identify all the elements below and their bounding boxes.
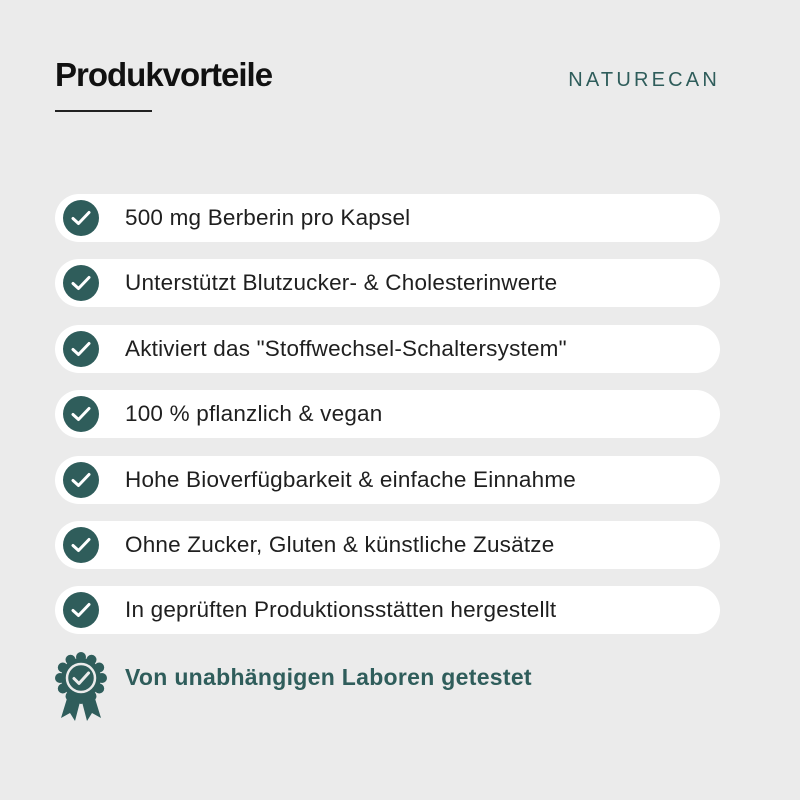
title-underline (55, 110, 152, 112)
benefit-item (55, 194, 720, 242)
benefit-item (55, 456, 720, 504)
benefit-text: 100 % pflanzlich & vegan (125, 401, 383, 427)
award-rosette-icon (55, 652, 107, 722)
benefit-item (55, 325, 720, 373)
lab-tested-text: Von unabhängigen Laboren getestet (125, 664, 532, 690)
page-title: Produkvorteile (55, 56, 273, 93)
check-circle-icon (63, 200, 99, 236)
benefit-text: In geprüften Produktionsstätten hergestellt (125, 597, 557, 623)
check-circle-icon (63, 396, 99, 432)
benefit-list (55, 194, 720, 652)
brand-logo: NATURECAN (568, 69, 720, 91)
benefit-item (55, 390, 720, 438)
check-circle-icon (63, 331, 99, 367)
check-circle-icon (63, 527, 99, 563)
benefit-text: Aktiviert das "Stoffwechsel-Schaltersystem" (125, 335, 567, 361)
benefit-text: 500 mg Berberin pro Kapsel (125, 205, 411, 230)
check-circle-icon (63, 462, 99, 498)
benefit-text: Unterstützt Blutzucker- & Cholesterinwerte (125, 270, 558, 296)
check-circle-icon (63, 265, 99, 301)
lab-tested-badge (55, 652, 720, 722)
benefit-item (55, 586, 720, 634)
benefit-text: Ohne Zucker, Gluten & künstliche Zusätze (125, 531, 555, 557)
benefit-item (55, 521, 720, 569)
check-circle-icon (63, 592, 99, 628)
benefit-item (55, 259, 720, 307)
benefit-text: Hohe Bioverfügbarkeit & einfache Einnahme (125, 466, 576, 492)
